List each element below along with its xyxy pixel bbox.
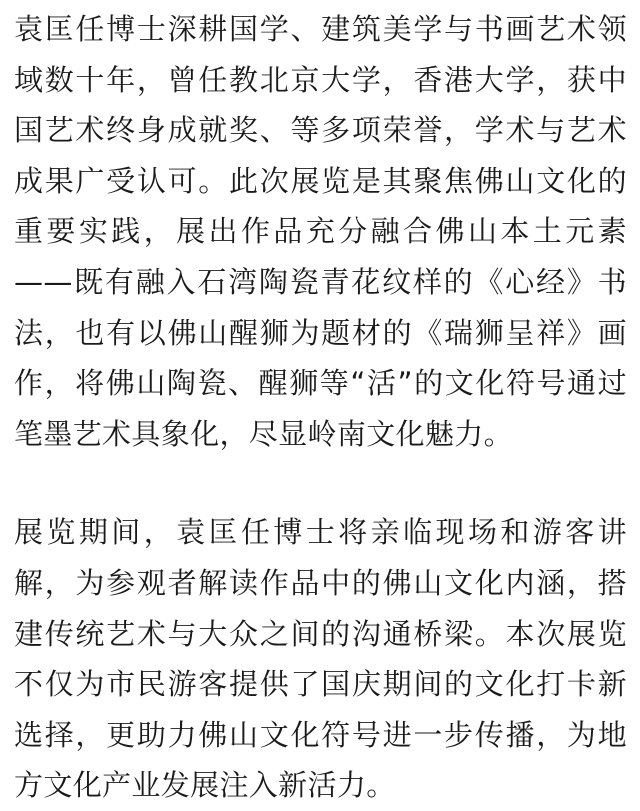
paragraph-exhibition-intro: 袁匡任博士深耕国学、建筑美学与书画艺术领域数十年，曾任教北京大学，香港大学，获中国艺术终身成就奖、等多项荣誉，学术与艺术成果广受认可。此次展览是其聚焦佛山文化的重要实践，展出作品充分融合佛山本土元素——既有融入石湾陶瓷青花纹样的《心经》书法，也有以佛山醒狮为题材的《瑞狮呈祥》画作，将佛山陶瓷、醒狮等“活”的文化符号通过笔墨艺术具象化，尽显岭南文化魅力。 <box>14 12 627 451</box>
paragraph-exhibition-period: 展览期间，袁匡任博士将亲临现场和游客讲解，为参观者解读作品中的佛山文化内涵，搭建传统艺术与大众之间的沟通桥梁。本次展览不仅为市民游客提供了国庆期间的文化打卡新选择，更助力佛山文化符号进一步传播，为地方文化产业发展注入新活力。 <box>14 515 627 803</box>
